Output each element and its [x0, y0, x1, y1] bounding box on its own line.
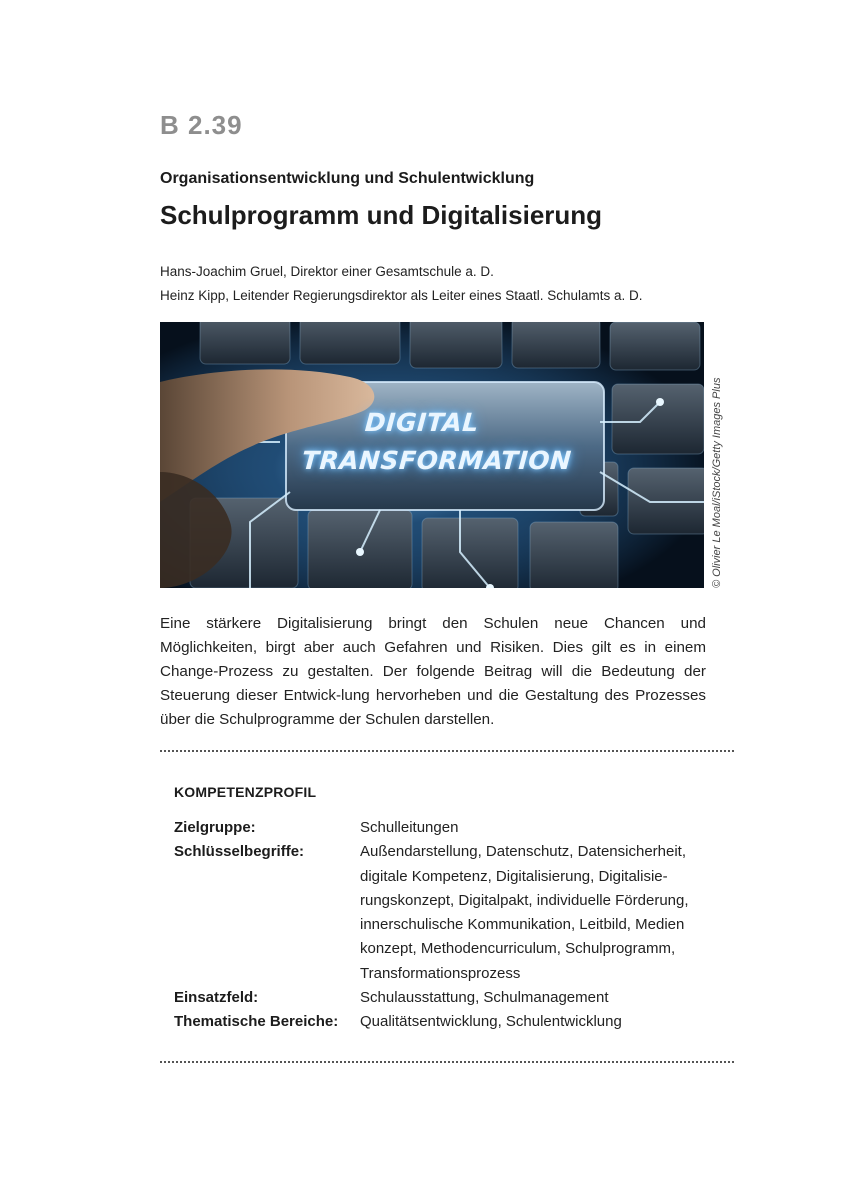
dotted-divider	[160, 750, 734, 752]
section-code: B 2.39	[160, 110, 243, 140]
author-line: Heinz Kipp, Leitender Regierungsdirektor als Leiter eines Staatl. Schulamts a. D.	[160, 288, 643, 303]
author-list	[160, 260, 643, 308]
cover-photo	[160, 322, 704, 588]
profile-table	[174, 816, 734, 1035]
profile-value: Schulausstattung, Schulmanagement	[360, 989, 609, 1007]
intro-paragraph: Eine stärkere Digitalisierung bringt den Schulen neue Chancen und Möglichkeiten, birgt aber auch Gefahren und Risiken. Dies gilt es in einem Change-Prozess zu gestalten. Der folgende Beitrag will die Bedeutung der Steuerung dieser Entwick-lung hervorheben und die Gestaltung des Prozesses über die Schulprogramme der Schulen darstellen.	[160, 615, 706, 728]
author-line: Hans-Joachim Gruel, Direktor einer Gesamtschule a. D.	[160, 264, 494, 279]
profile-label: Einsatzfeld:	[174, 989, 259, 1007]
profile-label: Thematische Bereiche:	[174, 1013, 339, 1031]
profile-value: Qualitätsentwicklung, Schulentwicklung	[360, 1013, 622, 1031]
photo-credit: © Olivier Le Moal/iStock/Getty Images Plus	[711, 377, 723, 588]
page-title: Schulprogramm und Digitalisierung	[160, 200, 603, 230]
profile-value: Außendarstellung, Datenschutz, Datensicherheit, digitale Kompetenz, Digitalisierung, Digitalisie-rungskonzept, Digitalpakt, individuelle Förderung, innerschulische Kommunikation, Leitbild, Medien konzept, Methodencurriculum, Schulprogramm, Transformationsprozess	[360, 843, 689, 982]
profile-heading: KOMPETENZPROFIL	[174, 784, 317, 800]
profile-label: Zielgruppe:	[174, 819, 256, 836]
photo-caption-line2: TRANSFORMATION	[300, 446, 573, 475]
dotted-divider	[160, 1061, 734, 1063]
profile-label: Schlüsselbegriffe:	[174, 843, 305, 861]
category-heading: Organisationsentwicklung und Schulentwicklung	[160, 170, 535, 187]
photo-caption-line1: DIGITAL	[363, 408, 480, 437]
profile-value: Schulleitungen	[360, 819, 459, 836]
